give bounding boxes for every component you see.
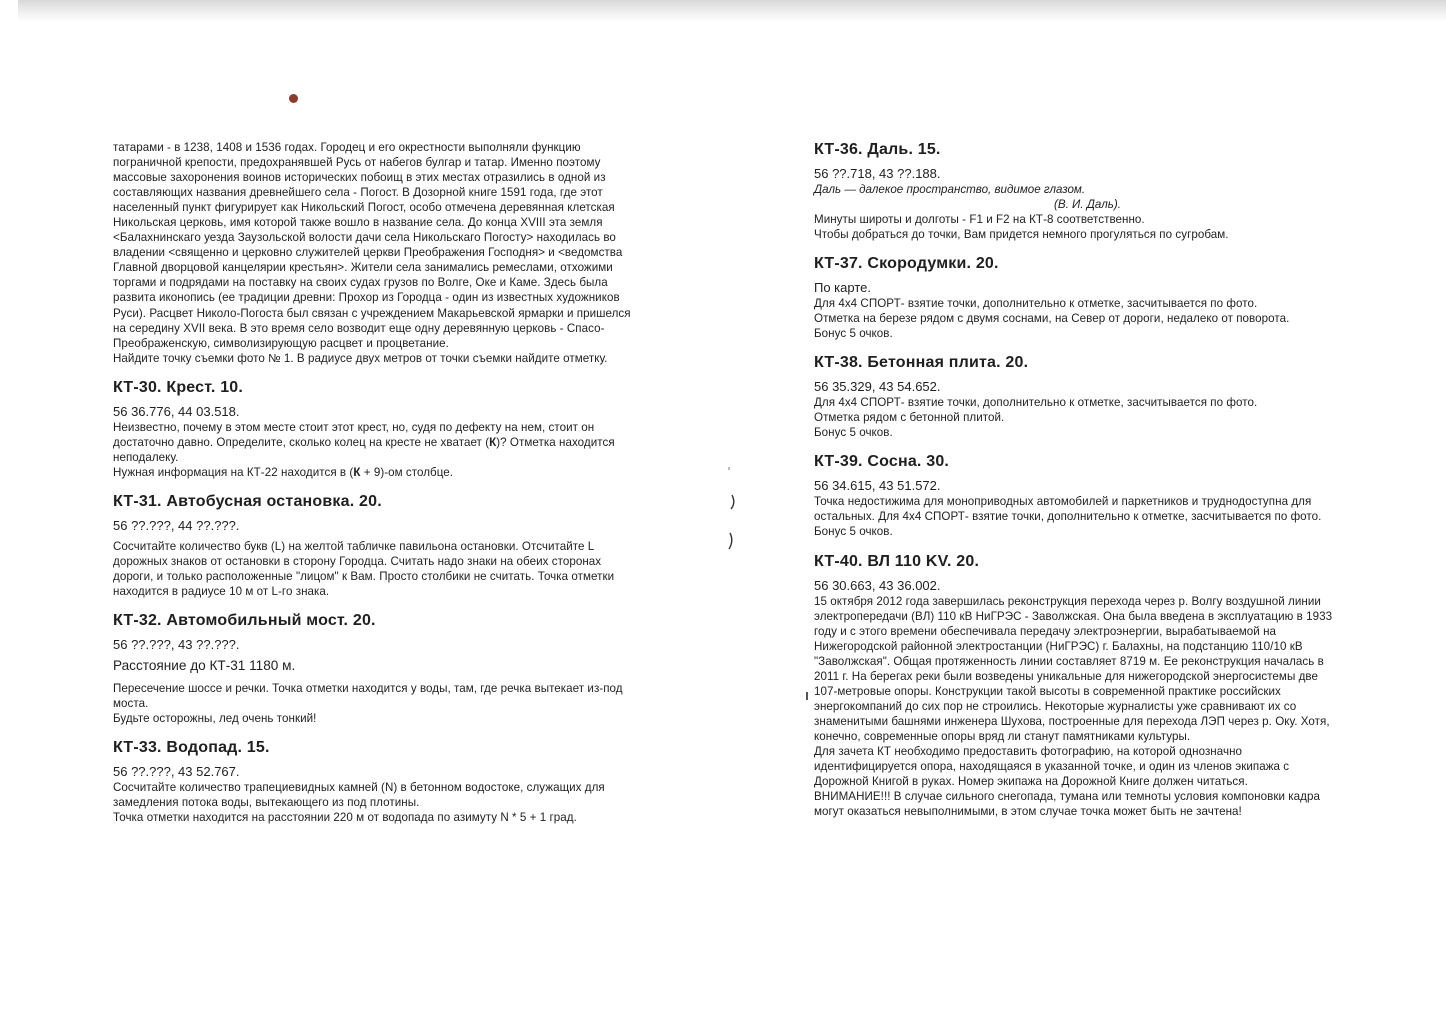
right-page bbox=[814, 140, 1334, 819]
margin-mark bbox=[806, 692, 808, 700]
scan-edge-shadow bbox=[18, 0, 1446, 22]
kt36-text1: Минуты широты и долготы - F1 и F2 на КТ-8 соответственно. bbox=[814, 213, 1145, 226]
kt36-title: КТ-36. Даль. 15. bbox=[814, 141, 941, 158]
kt40-coords: 56 30.663, 43 36.002. bbox=[814, 577, 941, 593]
kt40-text1: 15 октября 2012 года завершилась реконструкция перехода через р. Волгу воздушной линии электропередачи (ВЛ) 110 кВ НиГРЭС - Заволжская. Она была введена в эксплуатацию в 1933 году и с этого времени обеспечивала передачу электроэнергии, вырабатываемой на Нижегородской районной электростанции (НиГРЭС) г. Балахны, на подстанцию 110/10 кВ "Заволжская". Общая протяженность линии составляет 8719 м. Ее реконструкция началась в 2011 г. На берегах реки были возведены уникальные для нижегородской энергосистемы две 107-метровые опоры. Конструкции такой высоты в современной практике российских энергокомпаний до сих пор не строились. Некоторые журналисты уже сравнивают их со знаменитыми башнями инженера Шухова, построенные для перехода ЛЭП через р. Оку. Хотя, конечно, современные опоры вряд ли станут памятниками культуры. bbox=[814, 594, 1333, 743]
kt40-section bbox=[814, 552, 1334, 820]
kt40-text2: Для зачета КТ необходимо предоставить фотографию, на которой однозначно идентифицируется опора, находящаяся в указанной точке, и один из членов экипажа с Дорожной Книгой в руках. Номер экипажа на Дорожной Книге должен читаться. bbox=[814, 744, 1290, 789]
kt36-quote-author: (В. И. Даль). bbox=[1054, 198, 1121, 211]
kt33-title: КТ-33. Водопад. 15. bbox=[113, 739, 270, 757]
kt30-section bbox=[113, 378, 635, 480]
kt32-title: КТ-32. Автомобильный мост. 20. bbox=[113, 612, 376, 630]
kt39-bonus: Бонус 5 очков. bbox=[814, 525, 893, 539]
kt30-text-part2: )? Отметка находится неподалеку. bbox=[113, 435, 615, 464]
kt31-coords: 56 ??.???, 44 ??.???. bbox=[113, 517, 240, 533]
kt39-coords: 56 34.615, 43 51.572. bbox=[814, 478, 941, 494]
kt39-text1: Точка недостижима для моноприводных автомобилей и паркетников и труднодоступна для остальных. Для 4х4 СПОРТ- взятие точки, дополнительно к отметке, засчитывается по фото. bbox=[814, 495, 1322, 524]
kt30-k2-var: К bbox=[353, 465, 361, 479]
kt30-coords: 56 36.776, 44 03.518. bbox=[113, 403, 240, 419]
kt40-warning: ВНИМАНИЕ!!! В случае сильного снегопада, тумана или темноты условия компоновки кадра могут оказаться невыполнимыми, в этом случае точка может быть не зачтена! bbox=[814, 790, 1320, 819]
kt32-warning: Будьте осторожны, лед очень тонкий! bbox=[113, 712, 317, 726]
kt33-text2: Точка отметки находится на расстоянии 220 м от водопада по азимуту N * 5 + 1 град. bbox=[113, 811, 577, 825]
kt40-title: КТ-40. ВЛ 110 KV. 20. bbox=[814, 552, 980, 570]
kt36-text2: Чтобы добраться до точки, Вам придется немного прогуляться по сугробам. bbox=[814, 228, 1229, 242]
kt37-section bbox=[814, 254, 1334, 341]
kt38-bonus: Бонус 5 очков. bbox=[814, 426, 893, 440]
kt38-text2: Отметка рядом с бетонной плитой. bbox=[814, 411, 1005, 425]
kt38-coords: 56 35.329, 43 54.652. bbox=[814, 379, 941, 395]
kt32-distance: Расстояние до КТ-31 1180 м. bbox=[113, 658, 296, 674]
kt39-title: КТ-39. Сосна. 30. bbox=[814, 453, 950, 471]
kt39-section bbox=[814, 452, 1334, 539]
kt31-text: Сосчитайте количество букв (L) на желтой табличке павильона остановки. Отсчитайте L дорожных знаков от остановки в сторону Городца. Считать надо знаки на обеих сторонах дороги, и только расположенные "лицом" к Вам. Просто столбики не считать. Точка отметки находится в радиусе 10 м от L-го знака. bbox=[113, 539, 615, 599]
kt36-coords: 56 ??.718, 43 ??.188. bbox=[814, 166, 941, 181]
kt38-text1: Для 4х4 СПОРТ- взятие точки, дополнительно к отметке, засчитывается по фото. bbox=[814, 396, 1258, 410]
kt37-title: КТ-37. Скородумки. 20. bbox=[814, 255, 999, 273]
kt37-coords: По карте. bbox=[814, 280, 871, 296]
intro-task: Найдите точку съемки фото № 1. В радиусе двух метров от точки съемки найдите отметку. bbox=[113, 351, 608, 365]
kt32-coords: 56 ??.???, 43 ??.???. bbox=[113, 637, 240, 653]
kt30-title: КТ-30. Крест. 10. bbox=[113, 378, 244, 396]
kt30-hint bbox=[113, 465, 635, 480]
kt30-k-var: К bbox=[489, 435, 497, 449]
kt33-coords: 56 ??.???, 43 52.767. bbox=[113, 764, 240, 780]
kt37-bonus: Бонус 5 очков. bbox=[814, 327, 893, 341]
kt36-quote: Даль — далекое пространство, видимое глазом. bbox=[814, 183, 1086, 196]
kt37-text2: Отметка на березе рядом с двумя соснами, на Север от дороги, недалеко от поворота. bbox=[814, 312, 1290, 326]
kt30-hint-part2: + 9)-ом столбце. bbox=[360, 465, 454, 479]
kt30-text bbox=[113, 420, 635, 465]
kt33-text: Сосчитайте количество трапециевидных камней (N) в бетонном водостоке, служащих для замедления потока воды, вытекающего из под плотины. bbox=[113, 781, 605, 810]
left-page bbox=[113, 140, 635, 825]
kt32-section bbox=[113, 611, 635, 726]
kt31-section bbox=[113, 492, 635, 599]
kt32-text: Пересечение шоссе и речки. Точка отметки находится у воды, там, где речка вытекает из-под моста. bbox=[113, 682, 623, 711]
intro-text: татарами - в 1238, 1408 и 1536 годах. Городец и его окрестности выполняли функцию пограничной крепости, предохранявшей Русь от набегов булгар и татар. Именно поэтому массовые захоронения воинов исторических побоищ в этих местах отразились в одной из составляющих названия древнейшего села - Погост. В Дозорной книге 1591 года, где этот населенный пункт фигурирует как Никольский Погост, особо отмечена деревянная клетская Никольская церковь, имя которой также вошло в название села. До конца XVIII эта земля <Балахнинскаго уезда Заузольской волости дачи села Никольскаго Погосту> находилась во владении <священно и церковно служителей церкви Преображения Господня> и <ведомства Главной дворцовой канцелярии крестьян>. Жители села занимались ремеслами, отхожими торгами и подрядами на поставку на своих судах грузов по Волге, Оке и Каме. Здесь была развита иконопись (ее традиции древни: Прохор из Городца - один из известных художников Руси). Расцвет Николо-Погоста был связан с учреждением Макарьевской ярмарки и пришелся на середину XVII века. В это время село возводит еще одну деревянную церковь - Спасо-Преображенскую, символизирующую расцвет и процветание. bbox=[113, 141, 631, 350]
kt38-section bbox=[814, 353, 1334, 440]
kt30-text-part1: Неизвестно, почему в этом месте стоит этот крест, но, судя по дефекту на нем, стоит он достаточно давно. Определите, сколько колец на кресте не хватает ( bbox=[113, 420, 595, 449]
kt33-section bbox=[113, 738, 635, 825]
page-fold-mark bbox=[718, 465, 740, 565]
kt38-title: КТ-38. Бетонная плита. 20. bbox=[814, 354, 1029, 372]
kt31-title: КТ-31. Автобусная остановка. 20. bbox=[113, 492, 382, 510]
kt37-text1: Для 4х4 СПОРТ- взятие точки, дополнительно к отметке, засчитывается по фото. bbox=[814, 297, 1258, 311]
kt30-hint-part1: Нужная информация на КТ-22 находится в ( bbox=[113, 465, 354, 479]
ink-spot bbox=[289, 94, 298, 103]
kt36-section bbox=[814, 140, 1334, 242]
